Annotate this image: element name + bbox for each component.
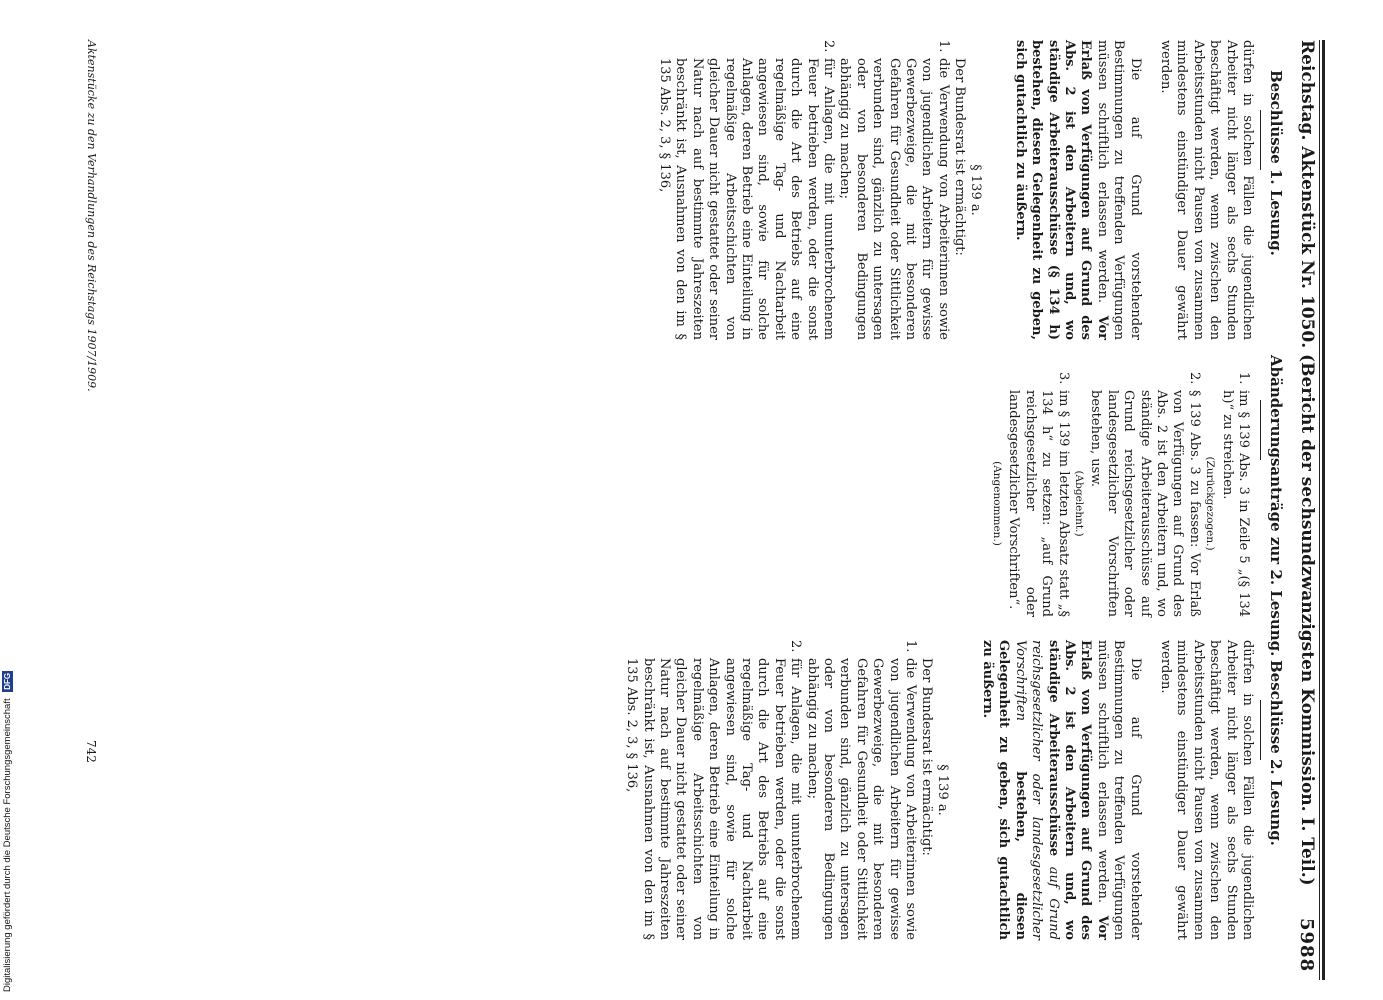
right-section-list bbox=[623, 640, 918, 940]
middle-column bbox=[989, 372, 1252, 617]
left-paragraph-bold: Vor Erlaß von Verfügungen auf Grund des Abs. 2 ist den Arbeitern und, wo ständige Arbeiterausschüsse (§ 134 h) bestehen, diesen Gelegenheit zu geben, sich gutachtlich zu äußern. bbox=[1012, 40, 1110, 340]
list-item: 3. im § 139 im letzten Absatz statt „§ 134 h“ zu setzen: „auf Grund reichsgesetzlicher oder landesgesetzlicher Vorschriften“. (Angenommen.) bbox=[989, 372, 1071, 617]
left-section-list bbox=[656, 40, 951, 340]
digitization-credit-text: Digitalisierung gefördert durch die Deutsche Forschungsgemeinschaft bbox=[2, 698, 13, 992]
left-intro-paragraph: dürfen in solchen Fällen die jugendlichen Arbeiter nicht länger als sechs Stunden beschäftigt werden, wenn zwischen den Arbeitsstunden nicht Pausen von zusammen mindestens einstündiger Dauer gewährt werden. bbox=[1157, 40, 1255, 340]
left-column bbox=[656, 40, 1255, 340]
right-paragraph-normal: Die auf Grund vorstehender Bestimmungen zu treffenden Verfügungen müssen schriftlich erlassen werden. bbox=[1094, 640, 1143, 940]
list-item: 1. die Verwendung von Arbeiterinnen sowie von jugendlichen Arbeitern für gewisse Gewerbezweige, die mit besonderen Gefahren für Gesundheit oder Sittlichkeit verbunden sind, gänzlich zu untersagen oder von besonderen Bedingungen abhängig zu machen; bbox=[837, 40, 951, 340]
middle-amendment-list bbox=[989, 372, 1252, 617]
right-section-intro: Der Bundesrat ist ermächtigt: bbox=[919, 658, 935, 856]
right-paragraph-italic: auf Grund reichsgesetzlicher oder landesgesetzlicher Vorschriften bbox=[1012, 640, 1061, 940]
right-section-title: § 139 a. bbox=[935, 764, 951, 816]
right-paragraph-bold-b: bestehen, diesen Gelegenheit zu geben, sich gutachtlich zu äußern. bbox=[979, 640, 1028, 940]
right-intro-paragraph: dürfen in solchen Fällen die jugendlichen Arbeiter nicht länger als sechs Stunden beschäftigt werden, wenn zwischen den Arbeitsstunden nicht Pausen von zusammen mindestens einstündiger Dauer gewährt werden. bbox=[1157, 640, 1255, 940]
middle-heading-rule bbox=[1260, 400, 1261, 460]
right-paragraph-bold-a: Vor Erlaß von Verfügungen auf Grund des Abs. 2 ist den Arbeitern und, wo ständige Arbeiterausschüsse bbox=[1045, 640, 1110, 940]
middle-column-heading: Abänderungsanträge zur 2. Lesung. bbox=[1267, 355, 1285, 657]
right-column-heading: Beschlüsse 2. Lesung. bbox=[1267, 660, 1285, 846]
list-item: 2. § 139 Abs. 3 zu fassen: Vor Erlaß von Verfügungen auf Grund des Abs. 2 ist den Arbeitern und, wo ständige Arbeiterausschüsse auf Grund reichsgesetzlicher oder landesgesetzlicher Vorschriften bestehen, usw. (Abgelehnt.) bbox=[1071, 372, 1202, 617]
left-paragraph-normal: Die auf Grund vorstehender Bestimmungen zu treffenden Verfügungen müssen schriftlich erlassen werden. bbox=[1094, 40, 1143, 340]
right-column bbox=[623, 640, 1255, 940]
header-rule-thick bbox=[1322, 40, 1325, 980]
dfg-logo: DFG bbox=[3, 672, 12, 690]
left-section-intro: Der Bundesrat ist ermächtigt: bbox=[952, 58, 968, 256]
amendment-status-note: (Angenommen.) bbox=[990, 461, 1003, 546]
amendment-status-note: (Abgelehnt.) bbox=[1072, 470, 1085, 537]
left-paragraph-verfuegungen bbox=[1011, 40, 1142, 340]
right-heading-rule bbox=[1260, 700, 1261, 760]
page-number: 5988 bbox=[1296, 918, 1317, 973]
left-heading-rule bbox=[1260, 110, 1261, 170]
footer-source-line: Aktenstücke zu den Verhandlungen des Reichstags 1907/1909. bbox=[85, 40, 98, 392]
footer-page-marker: 742 bbox=[84, 740, 98, 763]
page-header-title: Reichstag. Aktenstück Nr. 1050. (Bericht der sechsundzwanzigsten Kommission. I. Teil.) bbox=[1297, 40, 1317, 886]
digitization-credit bbox=[2, 608, 14, 992]
list-item: 1. die Verwendung von Arbeiterinnen sowie von jugendlichen Arbeitern für gewisse Gewerbezweige, die mit besonderen Gefahren für Gesundheit oder Sittlichkeit verbunden sind, gänzlich zu untersagen oder von besonderen Bedingungen abhängig zu machen; bbox=[804, 640, 919, 940]
left-section-title: § 139 a. bbox=[968, 164, 984, 216]
right-paragraph-verfuegungen bbox=[979, 640, 1143, 940]
list-item: 1. im § 139 Abs. 3 in Zeile 5 „(§ 134 h)“ zu streichen. (Zurückgezogen.) bbox=[1202, 372, 1251, 617]
list-item: 2. für Anlagen, die mit ununterbrochenem Feuer betrieben werden, oder die sonst durch die Art des Betriebs auf eine regelmäßige Tag- und Nachtarbeit angewiesen sind, sowie für solche Anlagen, deren Betrieb eine Einteilung in regelmäßige Arbeitsschichten von gleicher Dauer nicht gestattet oder seiner Natur nach auf bestimmte Jahreszeiten beschränkt ist, Ausnahmen von den im § 135 Abs. 2, 3, § 136, bbox=[657, 40, 837, 340]
header-rule-thin bbox=[1319, 40, 1320, 980]
list-item: 2. für Anlagen, die mit ununterbrochenem Feuer betrieben werden, oder die sonst durch die Art des Betriebs auf eine regelmäßige Tag- und Nachtarbeit angewiesen sind, sowie für solche Anlagen, deren Betrieb eine Einteilung in regelmäßige Arbeitsschichten von gleicher Dauer nicht gestattet oder seiner Natur nach auf bestimmte Jahreszeiten beschränkt ist, Ausnahmen von den im § 135 Abs. 2, 3, § 136, bbox=[624, 640, 804, 940]
left-column-heading: Beschlüsse 1. Lesung. bbox=[1267, 70, 1285, 256]
amendment-status-note: (Zurückgezogen.) bbox=[1204, 456, 1217, 551]
